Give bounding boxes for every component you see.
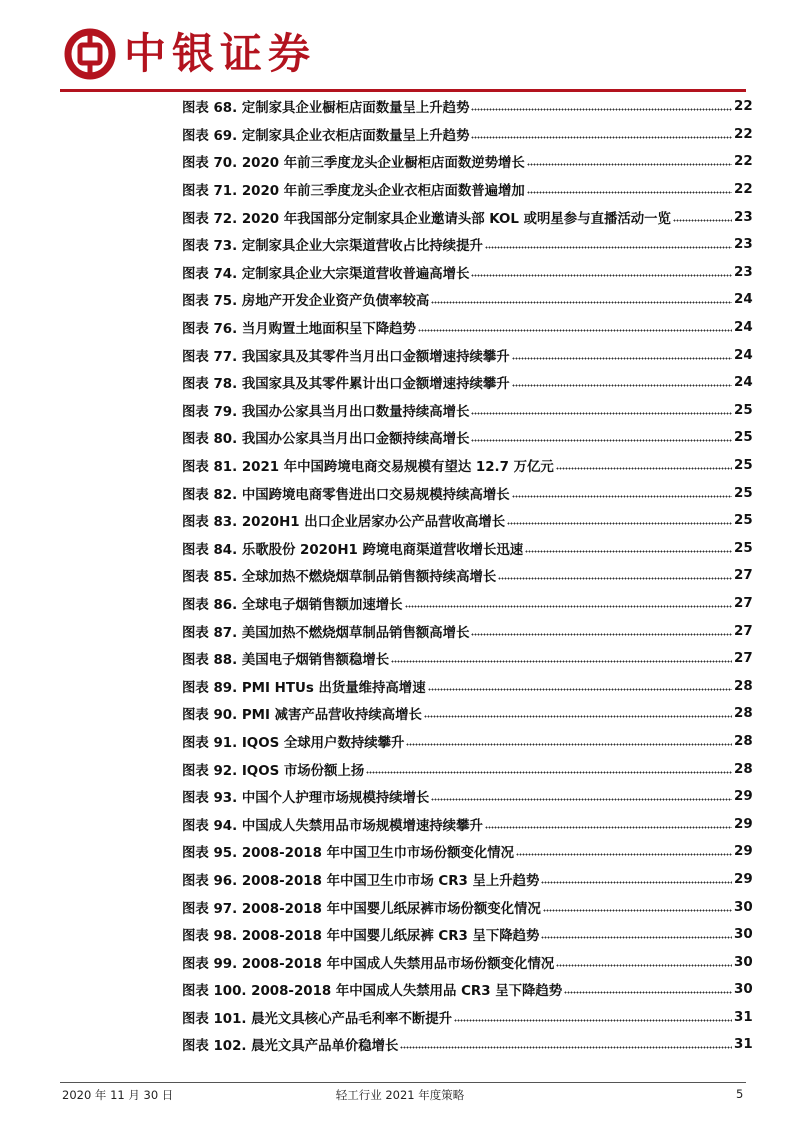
toc-entry-label: 图表 95. 2008-2018 年中国卫生巾市场份额变化情况 [182,846,515,862]
toc-dot-leader [431,298,732,308]
toc-dot-leader [405,601,732,611]
brand-name: 中银证券 [124,29,317,78]
toc-entry[interactable] [182,590,752,618]
toc-entry-page: 27 [734,623,753,639]
toc-entry-label: 图表 70. 2020 年前三季度龙头企业橱柜店面数逆势增长 [182,156,525,172]
toc-entry-page: 23 [734,264,753,280]
toc-entry[interactable] [182,755,752,783]
footer-report-title: 轻工行业 2021 年度策略 [335,1088,465,1102]
toc-dot-leader [516,850,732,860]
toc-entry[interactable] [182,783,752,811]
toc-entry-page: 28 [734,761,753,777]
toc-entry-label: 图表 76. 当月购置土地面积呈下降趋势 [182,322,416,338]
table-of-figures [182,93,752,1059]
toc-entry-label: 图表 68. 定制家具企业橱柜店面数量呈上升趋势 [182,101,470,117]
toc-entry[interactable] [182,893,752,921]
toc-dot-leader [424,712,732,722]
toc-dot-leader [556,960,732,970]
toc-entry-label: 图表 78. 我国家具及其零件累计出口金额增速持续攀升 [182,377,510,393]
toc-entry-label: 图表 81. 2021 年中国跨境电商交易规模有望达 12.7 万亿元 [182,460,554,476]
toc-entry[interactable] [182,341,752,369]
toc-entry[interactable] [182,397,752,425]
toc-entry-page: 27 [734,568,753,584]
toc-entry[interactable] [182,93,752,121]
toc-entry-page: 22 [734,126,753,142]
toc-dot-leader [564,988,732,998]
page-header [0,0,800,95]
toc-dot-leader [471,629,732,639]
toc-dot-leader [525,546,732,556]
toc-entry[interactable] [182,728,752,756]
toc-dot-leader [431,795,732,805]
toc-entry[interactable] [182,259,752,287]
bank-of-china-logo-icon [64,28,116,80]
toc-entry-label: 图表 96. 2008-2018 年中国卫生巾市场 CR3 呈上升趋势 [182,873,540,889]
toc-entry-label: 图表 71. 2020 年前三季度龙头企业衣柜店面数普遍增加 [182,184,525,200]
toc-entry-page: 25 [734,430,753,446]
toc-dot-leader [498,574,732,584]
toc-entry-page: 30 [734,927,753,943]
toc-entry[interactable] [182,314,752,342]
toc-dot-leader [556,464,732,474]
toc-entry[interactable] [182,976,752,1004]
toc-entry-label: 图表 97. 2008-2018 年中国婴儿纸尿裤市场份额变化情况 [182,901,541,917]
toc-entry-page: 28 [734,706,753,722]
toc-entry[interactable] [182,866,752,894]
toc-entry-page: 29 [734,844,753,860]
toc-entry-page: 27 [734,595,753,611]
toc-entry[interactable] [182,203,752,231]
toc-dot-leader [400,1043,732,1053]
toc-entry-label: 图表 88. 美国电子烟销售额稳增长 [182,653,390,669]
toc-entry[interactable] [182,121,752,149]
toc-dot-leader [366,767,732,777]
toc-entry-label: 图表 75. 房地产开发企业资产负债率较高 [182,294,430,310]
toc-dot-leader [541,877,732,887]
toc-entry-label: 图表 91. IQOS 全球用户数持续攀升 [182,735,405,751]
toc-entry-label: 图表 72. 2020 年我国部分定制家具企业邀请头部 KOL 或明星参与直播活动一览 [182,211,671,227]
toc-entry-page: 24 [734,292,753,308]
toc-entry-page: 28 [734,678,753,694]
toc-entry-page: 22 [734,182,753,198]
toc-entry-label: 图表 74. 定制家具企业大宗渠道营收普遍高增长 [182,266,470,282]
toc-entry[interactable] [182,369,752,397]
toc-entry[interactable] [182,810,752,838]
toc-entry[interactable] [182,286,752,314]
toc-entry-page: 25 [734,485,753,501]
toc-entry-label: 图表 100. 2008-2018 年中国成人失禁用品 CR3 呈下降趋势 [182,984,563,1000]
toc-entry-page: 25 [734,513,753,529]
toc-entry[interactable] [182,700,752,728]
toc-entry[interactable] [182,507,752,535]
toc-entry-page: 24 [734,347,753,363]
toc-entry-page: 31 [734,1009,753,1025]
toc-entry-page: 29 [734,871,753,887]
footer-page-number: 5 [736,1087,744,1101]
toc-entry-label: 图表 85. 全球加热不燃烧烟草制品销售额持续高增长 [182,570,497,586]
toc-entry[interactable] [182,231,752,259]
toc-entry-label: 图表 99. 2008-2018 年中国成人失禁用品市场份额变化情况 [182,956,555,972]
toc-entry[interactable] [182,948,752,976]
toc-dot-leader [454,1015,732,1025]
toc-entry-label: 图表 77. 我国家具及其零件当月出口金额增速持续攀升 [182,349,510,365]
toc-entry-page: 29 [734,789,753,805]
toc-entry[interactable] [182,176,752,204]
toc-entry-label: 图表 80. 我国办公家具当月出口金额持续高增长 [182,432,470,448]
toc-entry-page: 25 [734,402,753,418]
toc-dot-leader [471,408,732,418]
toc-entry-page: 27 [734,651,753,667]
toc-entry-page: 23 [734,209,753,225]
toc-entry-page: 30 [734,982,753,998]
toc-entry-label: 图表 69. 定制家具企业衣柜店面数量呈上升趋势 [182,128,470,144]
toc-entry-page: 25 [734,540,753,556]
toc-dot-leader [485,822,732,832]
toc-entry-label: 图表 90. PMI 减害产品营收持续高增长 [182,708,422,724]
toc-entry[interactable] [182,479,752,507]
toc-dot-leader [471,105,732,115]
toc-entry[interactable] [182,452,752,480]
toc-entry-label: 图表 102. 晨光文具产品单价稳增长 [182,1039,399,1055]
toc-entry-page: 29 [734,816,753,832]
toc-entry-label: 图表 98. 2008-2018 年中国婴儿纸尿裤 CR3 呈下降趋势 [182,929,540,945]
toc-entry-page: 31 [734,1037,753,1053]
toc-entry-label: 图表 83. 2020H1 出口企业居家办公产品营收高增长 [182,515,506,531]
toc-dot-leader [512,491,732,501]
toc-entry-page: 25 [734,458,753,474]
toc-entry-label: 图表 86. 全球电子烟销售额加速增长 [182,597,403,613]
toc-entry[interactable] [182,921,752,949]
toc-dot-leader [541,933,732,943]
toc-dot-leader [471,132,732,142]
toc-dot-leader [391,657,732,667]
toc-entry-page: 28 [734,733,753,749]
toc-entry-page: 23 [734,237,753,253]
toc-entry-label: 图表 84. 乐歌股份 2020H1 跨境电商渠道营收增长迅速 [182,542,524,558]
toc-entry-label: 图表 92. IQOS 市场份额上扬 [182,763,365,779]
toc-entry-page: 22 [734,99,753,115]
toc-entry[interactable] [182,617,752,645]
toc-dot-leader [485,243,732,253]
toc-entry-page: 24 [734,320,753,336]
footer-divider [60,1082,746,1083]
toc-entry[interactable] [182,645,752,673]
toc-dot-leader [512,353,732,363]
toc-entry-label: 图表 82. 中国跨境电商零售进出口交易规模持续高增长 [182,487,510,503]
toc-entry-label: 图表 87. 美国加热不燃烧烟草制品销售额高增长 [182,625,470,641]
toc-entry-page: 30 [734,954,753,970]
toc-entry-label: 图表 73. 定制家具企业大宗渠道营收占比持续提升 [182,239,483,255]
footer-date: 2020 年 11 月 30 日 [62,1088,174,1102]
toc-entry[interactable] [182,535,752,563]
toc-entry[interactable] [182,562,752,590]
toc-dot-leader [406,739,732,749]
toc-entry-label: 图表 94. 中国成人失禁用品市场规模增速持续攀升 [182,818,483,834]
toc-entry-page: 24 [734,375,753,391]
toc-dot-leader [527,188,732,198]
toc-dot-leader [471,270,732,280]
toc-entry-label: 图表 79. 我国办公家具当月出口数量持续高增长 [182,404,470,420]
toc-dot-leader [507,519,732,529]
toc-dot-leader [673,215,732,225]
toc-entry[interactable] [182,1031,752,1059]
toc-entry-page: 22 [734,154,753,170]
toc-dot-leader [428,684,732,694]
toc-entry-label: 图表 93. 中国个人护理市场规模持续增长 [182,791,430,807]
toc-entry[interactable] [182,424,752,452]
toc-entry[interactable] [182,672,752,700]
toc-dot-leader [512,381,732,391]
header-divider [60,89,746,92]
toc-entry[interactable] [182,1004,752,1032]
toc-entry-page: 30 [734,899,753,915]
toc-entry-label: 图表 89. PMI HTUs 出货量维持高增速 [182,680,426,696]
toc-entry-label: 图表 101. 晨光文具核心产品毛利率不断提升 [182,1011,453,1027]
toc-dot-leader [471,436,732,446]
toc-entry[interactable] [182,148,752,176]
toc-dot-leader [418,326,732,336]
toc-dot-leader [543,905,732,915]
toc-dot-leader [527,160,732,170]
toc-entry[interactable] [182,838,752,866]
